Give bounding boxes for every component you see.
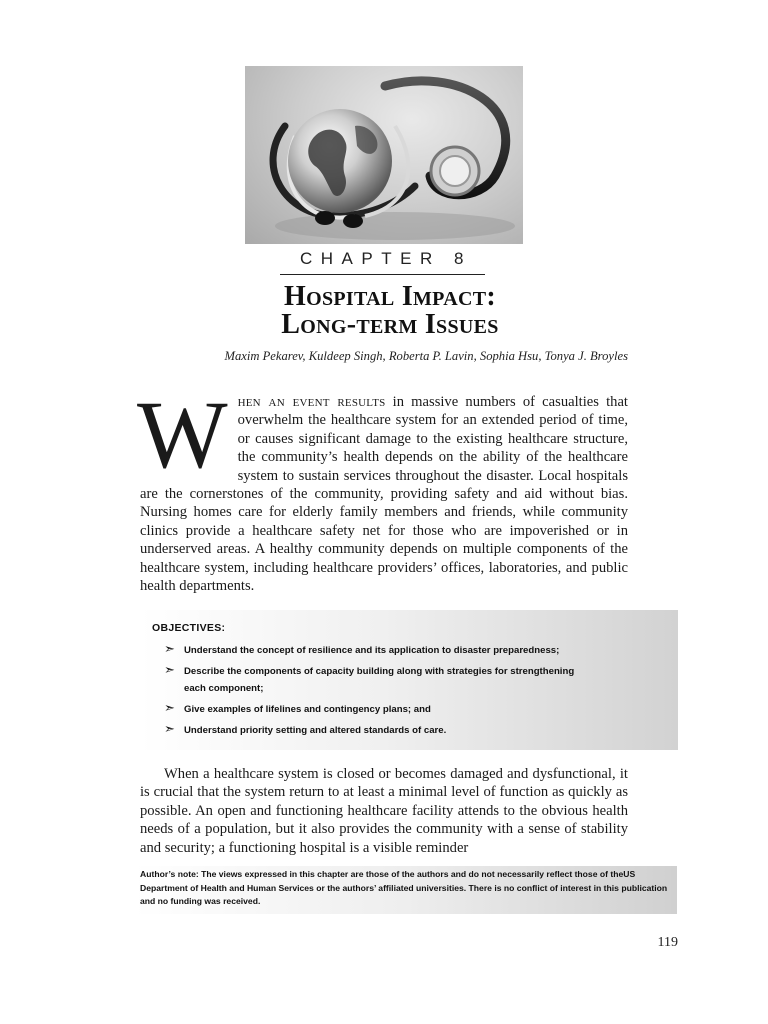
- chapter-authors: Maxim Pekarev, Kuldeep Singh, Roberta P. Lavin, Sophia Hsu, Tonya J. Broyles: [224, 349, 628, 363]
- objective-item-3: [164, 699, 431, 718]
- arrow-bullet-icon: ➣: [164, 662, 175, 677]
- drop-cap: W: [137, 381, 228, 488]
- chapter-title-line-1: Hospital Impact:: [284, 281, 496, 312]
- globe-stethoscope-illustration: [245, 66, 523, 244]
- objective-text: Understand priority setting and altered standards of care.: [184, 725, 447, 736]
- arrow-bullet-icon: ➣: [164, 721, 175, 736]
- chapter-label: CHAPTER 8: [300, 249, 472, 268]
- intro-lead-text: hen an event results: [237, 393, 386, 410]
- objective-text-continuation: each component;: [184, 683, 264, 694]
- body-paragraph: When a healthcare system is closed or becomes damaged and dysfunctional, it is crucial that the system return to at least a minimal level of function as quickly as possible. An open and functioning healthcare facility attends to the obvious health needs of a population, but it also provides the community with a sense of stability and security; a functioning hospital is a visible reminder: [140, 766, 628, 856]
- chapter-title: [240, 283, 540, 339]
- objectives-heading: OBJECTIVES:: [152, 622, 226, 634]
- chapter-rule: [280, 274, 485, 275]
- page-number: 119: [657, 935, 678, 950]
- arrow-bullet-icon: ➣: [164, 641, 175, 656]
- objective-item-1: [164, 640, 559, 659]
- objective-text: Describe the components of capacity building along with strategies for strengthening: [184, 666, 575, 677]
- objective-item-2: [164, 661, 574, 697]
- arrow-bullet-icon: ➣: [164, 700, 175, 715]
- chapter-title-line-2: Long-term Issues: [281, 309, 499, 340]
- intro-paragraph: [137, 381, 628, 595]
- objective-item-4: [164, 720, 446, 739]
- authors-note: Author’s note: The views expressed in this chapter are those of the authors and do not necessarily reflect those of theUS Department of Health and Human Services or the authors’ affiliated universities. There is no conflict of interest in this publication and no funding was received.: [134, 866, 677, 914]
- intro-body-text: in massive numbers of casualties that overwhelm the healthcare system for an extended period of time, or causes significant damage to the existing healthcare structure, the community’s health depends on the ability of the healthcare system to sustain services throughout the disaster. Local hospitals are the cornerstones of the community, providing safety and aid without bias. Nursing homes care for elderly family members and friends, while community clinics provide a healthcare safety net for those who are impoverished or in underserved areas. A healthy community depends on multiple components of the healthcare system, including healthcare providers’ offices, laboratories, and public health departments.: [140, 394, 628, 595]
- objectives-box: [140, 610, 678, 750]
- objective-text: Understand the concept of resilience and its application to disaster preparedness;: [184, 645, 560, 656]
- objective-text: Give examples of lifelines and contingency plans; and: [184, 704, 431, 715]
- chapter-photo-globe-stethoscope: [245, 66, 523, 244]
